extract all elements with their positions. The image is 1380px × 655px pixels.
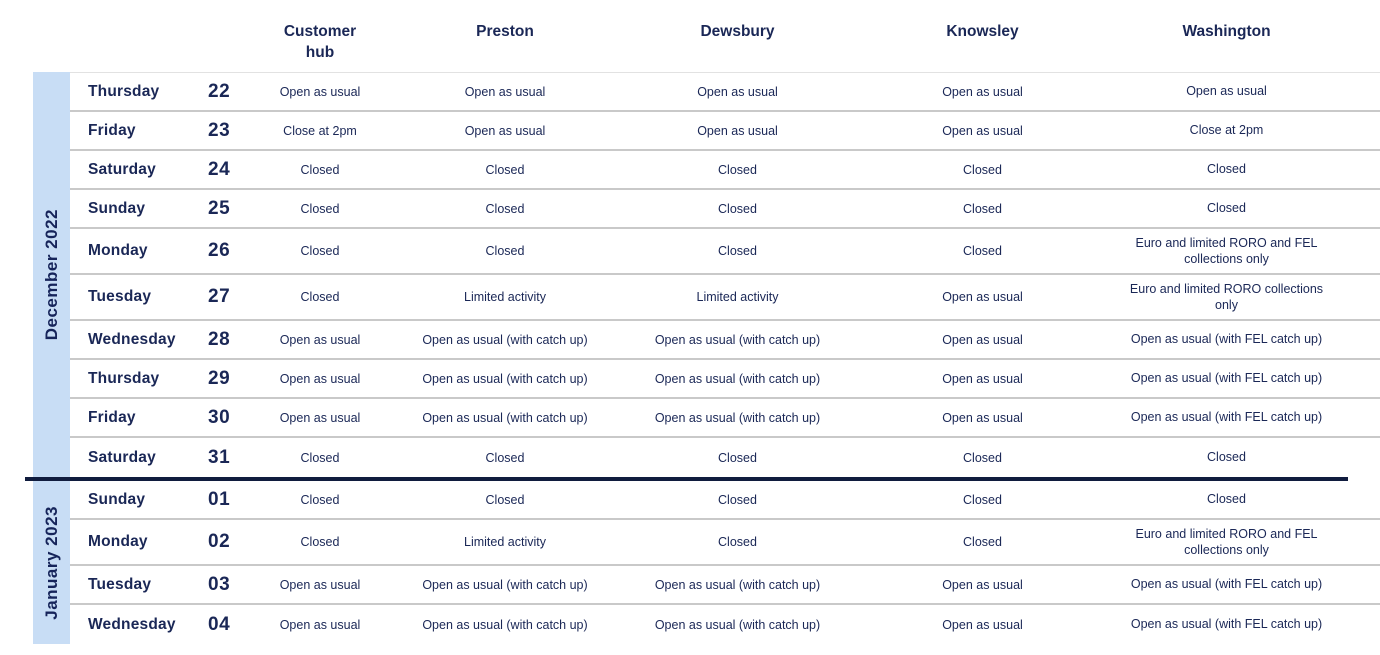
date-label: 03 (208, 573, 231, 595)
table-row (70, 151, 1380, 190)
date-label: 02 (208, 531, 231, 552)
status-washington: Closed (1207, 450, 1246, 465)
status-dewsbury: Open as usual (with catch up) (654, 577, 821, 592)
status-knowsley: Open as usual (942, 332, 1023, 347)
status-preston: Open as usual (with catch up) (422, 577, 588, 592)
december-rows (70, 72, 1380, 477)
column-header-washington: Washington (1182, 23, 1271, 40)
status-preston: Open as usual (with catch up) (422, 617, 588, 632)
column-header-knowsley: Knowsley (946, 23, 1019, 40)
status-preston: Closed (485, 450, 525, 465)
date-label: 25 (208, 197, 231, 219)
status-knowsley: Closed (963, 162, 1002, 177)
status-customer-hub: Open as usual (279, 84, 361, 99)
status-customer-hub: Open as usual (279, 617, 361, 632)
status-customer-hub: Closed (300, 201, 340, 216)
status-knowsley: Closed (963, 244, 1002, 258)
status-washington: Open as usual (with FEL catch up) (1130, 577, 1323, 592)
day-label: Wednesday (88, 330, 176, 348)
date-label: 28 (208, 328, 231, 350)
date-label: 26 (208, 240, 231, 261)
status-dewsbury: Closed (718, 535, 757, 549)
status-customer-hub: Closed (300, 162, 340, 177)
table-row (70, 190, 1380, 229)
status-preston: Limited activity (464, 290, 546, 304)
month-bar-january (33, 481, 70, 644)
status-preston: Open as usual (464, 84, 546, 99)
month-bar-december (33, 72, 70, 477)
status-knowsley: Open as usual (942, 577, 1023, 592)
table-row (70, 438, 1380, 477)
day-label: Tuesday (88, 288, 152, 305)
day-label: Sunday (88, 199, 146, 217)
status-preston: Closed (485, 162, 525, 177)
status-knowsley: Closed (963, 535, 1002, 549)
day-label: Thursday (88, 82, 160, 100)
january-rows (70, 481, 1380, 644)
status-knowsley: Closed (963, 201, 1002, 216)
status-knowsley: Open as usual (942, 84, 1023, 99)
status-dewsbury: Closed (718, 492, 757, 507)
status-dewsbury: Open as usual (with catch up) (654, 410, 821, 425)
status-preston: Limited activity (464, 535, 546, 549)
table-row (70, 481, 1380, 520)
column-header-customer-hub (245, 22, 395, 64)
status-knowsley: Open as usual (942, 617, 1023, 632)
status-washington: Euro and limited RORO and FEL collections only (1135, 526, 1318, 557)
status-knowsley: Open as usual (942, 410, 1023, 425)
day-label: Saturday (88, 160, 156, 178)
status-washington: Closed (1207, 162, 1246, 177)
date-label: 24 (208, 158, 231, 180)
status-preston: Closed (485, 244, 525, 258)
status-washington: Open as usual (with FEL catch up) (1130, 410, 1323, 425)
column-header-label: Customer hub (283, 23, 357, 61)
status-dewsbury: Open as usual (697, 123, 778, 138)
month-label-december: December 2022 (41, 208, 61, 341)
status-knowsley: Closed (963, 450, 1002, 465)
day-label: Tuesday (88, 575, 152, 593)
status-preston: Open as usual (464, 123, 546, 138)
status-washington: Open as usual (1186, 84, 1267, 99)
status-washington: Open as usual (with FEL catch up) (1130, 371, 1323, 386)
status-knowsley: Open as usual (942, 290, 1023, 304)
date-label: 31 (208, 446, 231, 468)
table-header (70, 0, 1380, 72)
status-dewsbury: Closed (718, 244, 757, 258)
status-dewsbury: Limited activity (696, 290, 779, 304)
day-label: Sunday (88, 490, 146, 508)
status-customer-hub: Open as usual (279, 371, 361, 386)
table-row (70, 73, 1380, 112)
column-header-preston: Preston (476, 23, 534, 40)
status-preston: Closed (485, 201, 525, 216)
date-label: 27 (208, 286, 231, 307)
status-customer-hub: Open as usual (279, 410, 361, 425)
table-row (70, 229, 1380, 275)
date-label: 30 (208, 406, 231, 428)
status-customer-hub: Open as usual (279, 332, 361, 347)
status-customer-hub: Closed (300, 492, 340, 507)
status-preston: Closed (485, 492, 525, 507)
status-dewsbury: Open as usual (with catch up) (654, 371, 821, 386)
table-row (70, 605, 1380, 644)
table-row (70, 520, 1380, 566)
status-dewsbury: Open as usual (with catch up) (654, 617, 821, 632)
status-dewsbury: Open as usual (with catch up) (654, 332, 821, 347)
status-washington: Close at 2pm (1189, 123, 1264, 138)
status-preston: Open as usual (with catch up) (422, 332, 588, 347)
status-washington: Closed (1207, 492, 1246, 507)
column-header-dewsbury: Dewsbury (700, 23, 775, 40)
status-customer-hub: Open as usual (279, 577, 361, 592)
status-knowsley: Open as usual (942, 371, 1023, 386)
status-dewsbury: Closed (718, 201, 757, 216)
status-dewsbury: Open as usual (697, 84, 778, 99)
table-row (70, 399, 1380, 438)
status-washington: Closed (1207, 201, 1246, 216)
table-row (70, 321, 1380, 360)
status-dewsbury: Closed (718, 162, 757, 177)
day-label: Friday (88, 408, 136, 426)
table-row (70, 275, 1380, 321)
status-washington: Euro and limited RORO collections only (1129, 281, 1324, 312)
status-customer-hub: Closed (300, 535, 340, 549)
day-label: Monday (88, 533, 148, 550)
day-label: Saturday (88, 448, 156, 466)
status-washington: Open as usual (with FEL catch up) (1130, 332, 1323, 347)
status-customer-hub: Close at 2pm (283, 123, 357, 138)
status-preston: Open as usual (with catch up) (422, 410, 588, 425)
status-customer-hub: Closed (300, 290, 340, 304)
status-dewsbury: Closed (718, 450, 757, 465)
section-january-2023 (33, 481, 1380, 644)
day-label: Wednesday (88, 615, 176, 633)
day-label: Friday (88, 121, 136, 139)
section-december-2022 (33, 72, 1380, 477)
status-knowsley: Open as usual (942, 123, 1023, 138)
table-row (70, 566, 1380, 605)
date-label: 04 (208, 613, 231, 635)
status-preston: Open as usual (with catch up) (422, 371, 588, 386)
month-label-january: January 2023 (41, 505, 61, 620)
status-customer-hub: Closed (300, 244, 340, 258)
table-row (70, 112, 1380, 151)
day-label: Monday (88, 242, 148, 259)
date-label: 29 (208, 367, 231, 389)
date-label: 23 (208, 119, 231, 141)
table-row (70, 360, 1380, 399)
status-knowsley: Closed (963, 492, 1002, 507)
day-label: Thursday (88, 369, 160, 387)
status-washington: Euro and limited RORO and FEL collections only (1135, 235, 1318, 266)
status-customer-hub: Closed (300, 450, 340, 465)
status-washington: Open as usual (with FEL catch up) (1130, 617, 1323, 632)
date-label: 01 (208, 488, 231, 510)
date-label: 22 (208, 80, 231, 102)
